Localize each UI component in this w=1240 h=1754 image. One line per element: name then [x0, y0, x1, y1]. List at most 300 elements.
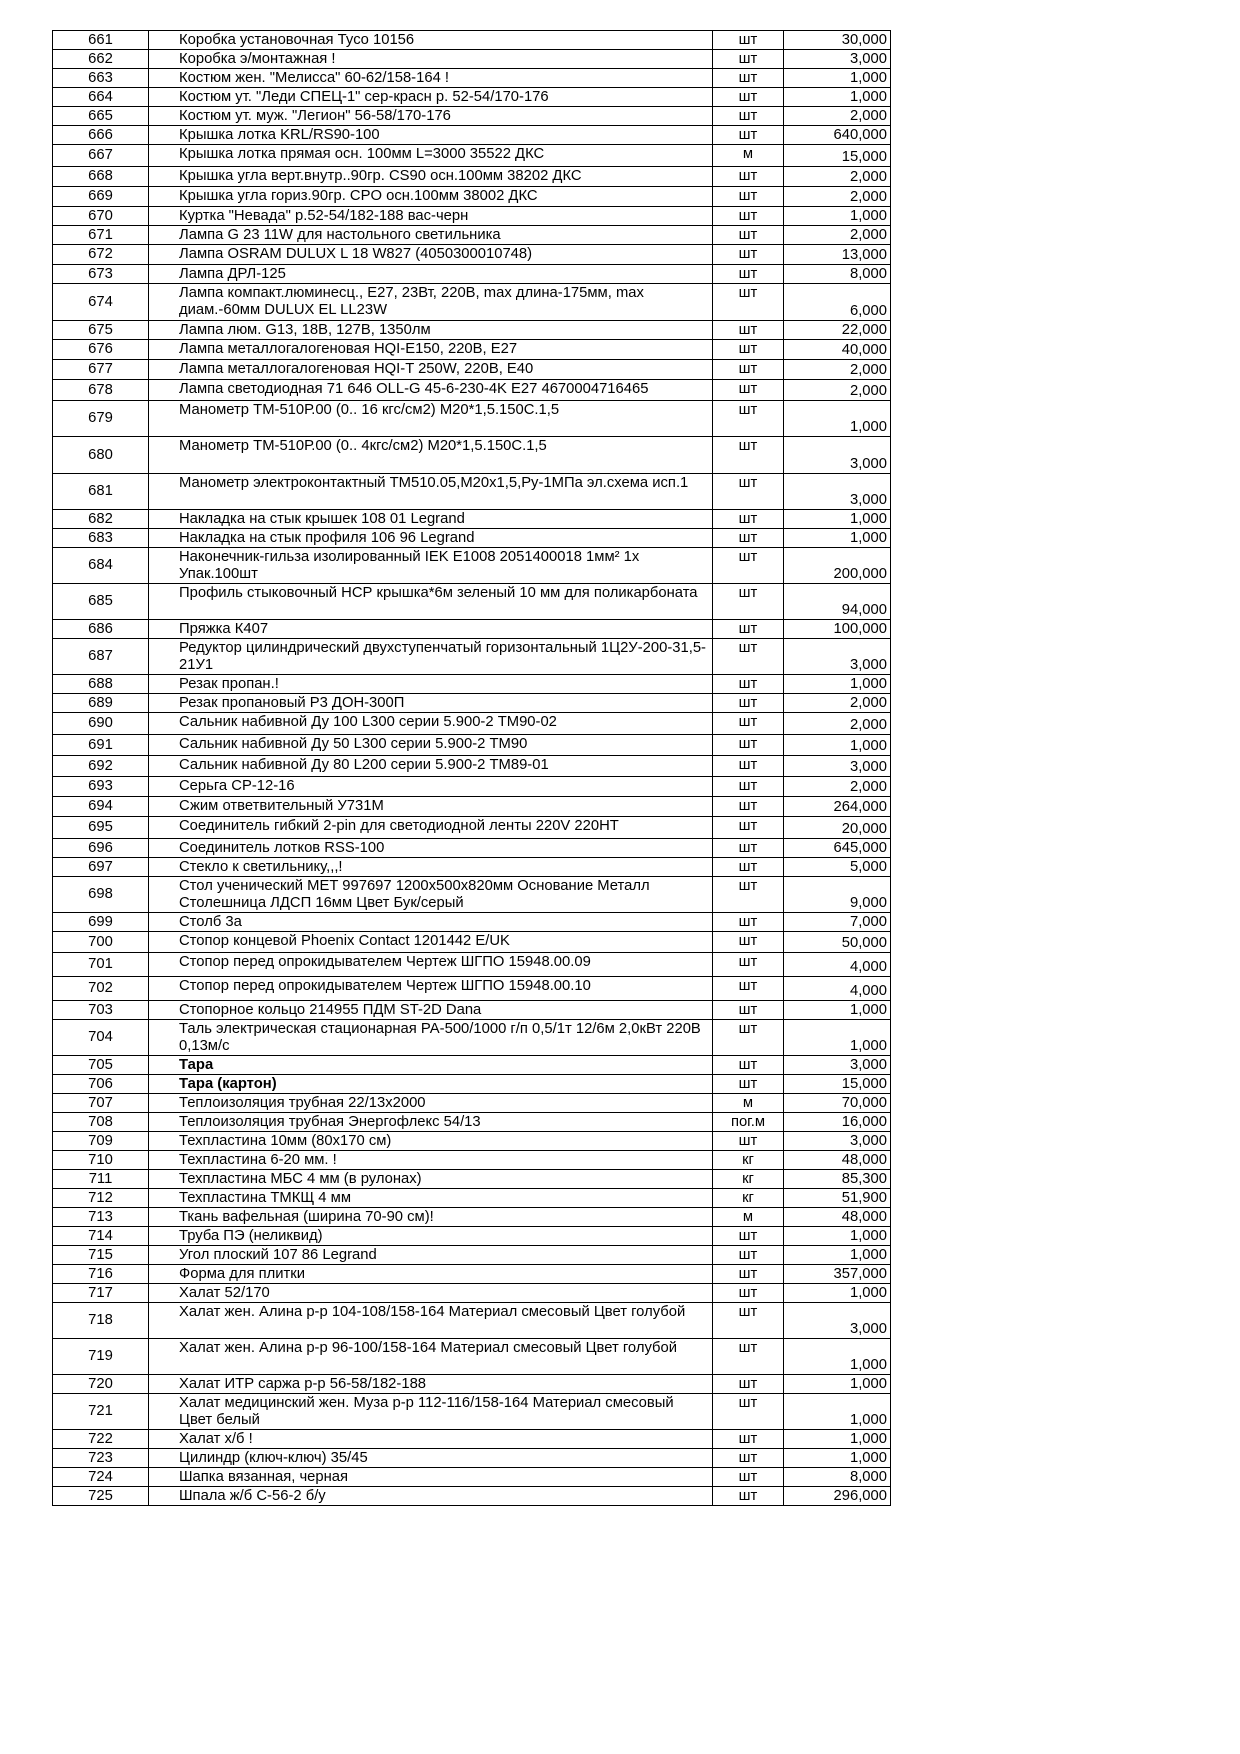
row-number: 677 — [53, 360, 149, 380]
item-name: Цилиндр (ключ-ключ) 35/45 — [149, 1449, 713, 1468]
table-row — [53, 639, 891, 675]
item-unit: пог.м — [713, 1113, 784, 1132]
row-number: 697 — [53, 858, 149, 877]
item-name: Костюм жен. "Мелисса" 60-62/158-164 ! — [149, 69, 713, 88]
item-quantity: 1,000 — [784, 1449, 891, 1468]
row-number: 720 — [53, 1375, 149, 1394]
item-unit: шт — [713, 1284, 784, 1303]
item-unit: шт — [713, 1265, 784, 1284]
row-number: 704 — [53, 1020, 149, 1056]
item-name: Лампа G 23 11W для настольного светильника — [149, 226, 713, 245]
table-row — [53, 1208, 891, 1227]
item-quantity: 4,000 — [784, 953, 891, 977]
item-quantity: 51,900 — [784, 1189, 891, 1208]
row-number: 671 — [53, 226, 149, 245]
item-name: Сжим ответвительный У731М — [149, 797, 713, 817]
item-name: Форма для плитки — [149, 1265, 713, 1284]
item-unit: шт — [713, 1020, 784, 1056]
row-number: 710 — [53, 1151, 149, 1170]
row-number: 718 — [53, 1303, 149, 1339]
item-name: Халат х/б ! — [149, 1430, 713, 1449]
item-unit: м — [713, 1208, 784, 1227]
item-name: Техпластина 10мм (80х170 см) — [149, 1132, 713, 1151]
item-quantity: 1,000 — [784, 1375, 891, 1394]
table-row — [53, 380, 891, 401]
item-name: Халат медицинский жен. Муза р-р 112-116/158-164 Материал смесовый Цвет белый — [149, 1394, 713, 1430]
row-number: 670 — [53, 207, 149, 226]
item-unit: шт — [713, 284, 784, 321]
item-name: Лампа OSRAM DULUX L 18 W827 (4050300010748) — [149, 245, 713, 265]
item-unit: шт — [713, 50, 784, 69]
item-unit: шт — [713, 226, 784, 245]
item-quantity: 1,000 — [784, 401, 891, 437]
row-number: 723 — [53, 1449, 149, 1468]
table-row — [53, 1075, 891, 1094]
row-number: 698 — [53, 877, 149, 913]
table-row — [53, 1094, 891, 1113]
row-number: 675 — [53, 321, 149, 340]
item-unit: шт — [713, 474, 784, 510]
table-row — [53, 88, 891, 107]
item-quantity: 1,000 — [784, 1430, 891, 1449]
row-number: 703 — [53, 1001, 149, 1020]
item-name: Накладка на стык профиля 106 96 Legrand — [149, 529, 713, 548]
item-name: Шапка вязанная, черная — [149, 1468, 713, 1487]
table-row — [53, 548, 891, 584]
row-number: 707 — [53, 1094, 149, 1113]
row-number: 673 — [53, 265, 149, 284]
row-number: 692 — [53, 756, 149, 777]
table-row — [53, 245, 891, 265]
item-quantity: 9,000 — [784, 877, 891, 913]
item-name: Соединитель лотков RSS-100 — [149, 839, 713, 858]
row-number: 715 — [53, 1246, 149, 1265]
table-row — [53, 932, 891, 953]
table-row — [53, 1430, 891, 1449]
item-unit: шт — [713, 839, 784, 858]
table-row — [53, 713, 891, 735]
item-unit: кг — [713, 1151, 784, 1170]
table-row — [53, 401, 891, 437]
table-row — [53, 529, 891, 548]
table-row — [53, 1487, 891, 1506]
item-quantity: 2,000 — [784, 360, 891, 380]
row-number: 664 — [53, 88, 149, 107]
item-unit: шт — [713, 977, 784, 1001]
row-number: 702 — [53, 977, 149, 1001]
row-number: 672 — [53, 245, 149, 265]
item-quantity: 645,000 — [784, 839, 891, 858]
item-unit: шт — [713, 1227, 784, 1246]
table-row — [53, 284, 891, 321]
item-unit: шт — [713, 360, 784, 380]
table-row — [53, 584, 891, 620]
item-name: Пряжка К407 — [149, 620, 713, 639]
item-unit: м — [713, 145, 784, 167]
item-name: Крышка угла гориз.90гр. CPO осн.100мм 38002 ДКС — [149, 187, 713, 207]
item-name: Труба ПЭ (неликвид) — [149, 1227, 713, 1246]
table-row — [53, 1151, 891, 1170]
item-name: Стопорное кольцо 214955 ПДМ ST-2D Dana — [149, 1001, 713, 1020]
table-row — [53, 913, 891, 932]
table-row — [53, 735, 891, 756]
table-row — [53, 1132, 891, 1151]
item-unit: шт — [713, 1056, 784, 1075]
row-number: 695 — [53, 817, 149, 839]
row-number: 686 — [53, 620, 149, 639]
item-unit: шт — [713, 437, 784, 474]
item-name: Соединитель гибкий 2-pin для светодиодной ленты 220V 220HT — [149, 817, 713, 839]
item-name: Манометр электроконтактный ТМ510.05,М20х1,5,Ру-1МПа эл.схема исп.1 — [149, 474, 713, 510]
table-row — [53, 145, 891, 167]
item-name: Костюм ут. муж. "Легион" 56-58/170-176 — [149, 107, 713, 126]
table-row — [53, 839, 891, 858]
item-name: Теплоизоляция трубная Энергофлекс 54/13 — [149, 1113, 713, 1132]
item-name: Наконечник-гильза изолированный IEK E1008 2051400018 1мм² 1х Упак.100шт — [149, 548, 713, 584]
table-row — [53, 1375, 891, 1394]
item-name: Костюм ут. "Леди СПЕЦ-1" сер-красн р. 52-54/170-176 — [149, 88, 713, 107]
table-row — [53, 756, 891, 777]
item-quantity: 20,000 — [784, 817, 891, 839]
item-quantity: 2,000 — [784, 187, 891, 207]
item-name: Серьга СР-12-16 — [149, 777, 713, 797]
item-name: Коробка установочная Tyco 10156 — [149, 31, 713, 50]
item-name: Халат 52/170 — [149, 1284, 713, 1303]
item-unit: шт — [713, 1375, 784, 1394]
row-number: 717 — [53, 1284, 149, 1303]
item-quantity: 1,000 — [784, 1394, 891, 1430]
row-number: 680 — [53, 437, 149, 474]
table-row — [53, 1468, 891, 1487]
item-unit: шт — [713, 877, 784, 913]
item-quantity: 2,000 — [784, 777, 891, 797]
item-unit: шт — [713, 126, 784, 145]
row-number: 722 — [53, 1430, 149, 1449]
table-row — [53, 777, 891, 797]
table-row — [53, 817, 891, 839]
table-row — [53, 474, 891, 510]
item-name: Стекло к светильнику,,,! — [149, 858, 713, 877]
item-quantity: 2,000 — [784, 107, 891, 126]
row-number: 712 — [53, 1189, 149, 1208]
item-unit: м — [713, 1094, 784, 1113]
table-row — [53, 1284, 891, 1303]
item-quantity: 2,000 — [784, 167, 891, 187]
item-unit: шт — [713, 340, 784, 360]
item-unit: шт — [713, 321, 784, 340]
row-number: 706 — [53, 1075, 149, 1094]
item-unit: шт — [713, 817, 784, 839]
table-row — [53, 1339, 891, 1375]
item-unit: кг — [713, 1189, 784, 1208]
item-name: Манометр ТМ-510Р.00 (0.. 16 кгс/см2) М20*1,5.150С.1,5 — [149, 401, 713, 437]
item-unit: шт — [713, 1339, 784, 1375]
item-unit: шт — [713, 265, 784, 284]
item-quantity: 1,000 — [784, 207, 891, 226]
row-number: 678 — [53, 380, 149, 401]
item-name: Крышка лотка прямая осн. 100мм L=3000 35522 ДКС — [149, 145, 713, 167]
item-quantity: 1,000 — [784, 88, 891, 107]
row-number: 699 — [53, 913, 149, 932]
table-row — [53, 1303, 891, 1339]
item-quantity: 1,000 — [784, 1227, 891, 1246]
item-unit: шт — [713, 1394, 784, 1430]
item-name: Лампа металлогалогеновая HQI-T 250W, 220В, E40 — [149, 360, 713, 380]
item-quantity: 6,000 — [784, 284, 891, 321]
row-number: 665 — [53, 107, 149, 126]
item-unit: кг — [713, 1170, 784, 1189]
table-row — [53, 1189, 891, 1208]
item-unit: шт — [713, 187, 784, 207]
row-number: 688 — [53, 675, 149, 694]
table-row — [53, 1246, 891, 1265]
item-unit: шт — [713, 548, 784, 584]
item-quantity: 48,000 — [784, 1151, 891, 1170]
row-number: 693 — [53, 777, 149, 797]
table-row — [53, 510, 891, 529]
table-row — [53, 1001, 891, 1020]
item-unit: шт — [713, 207, 784, 226]
item-quantity: 1,000 — [784, 510, 891, 529]
item-unit: шт — [713, 694, 784, 713]
row-number: 690 — [53, 713, 149, 735]
item-quantity: 15,000 — [784, 1075, 891, 1094]
table-row — [53, 1394, 891, 1430]
item-quantity: 2,000 — [784, 713, 891, 735]
item-quantity: 8,000 — [784, 265, 891, 284]
item-quantity: 1,000 — [784, 1339, 891, 1375]
item-unit: шт — [713, 401, 784, 437]
item-name: Крышка лотка KRL/RS90-100 — [149, 126, 713, 145]
row-number: 691 — [53, 735, 149, 756]
item-quantity: 8,000 — [784, 1468, 891, 1487]
item-unit: шт — [713, 953, 784, 977]
item-name: Халат ИТР саржа р-р 56-58/182-188 — [149, 1375, 713, 1394]
row-number: 696 — [53, 839, 149, 858]
item-quantity: 85,300 — [784, 1170, 891, 1189]
item-unit: шт — [713, 756, 784, 777]
inventory-table-body — [53, 31, 891, 1506]
table-row — [53, 126, 891, 145]
row-number: 708 — [53, 1113, 149, 1132]
table-row — [53, 69, 891, 88]
item-name: Лампа металлогалогеновая HQI-E150, 220В, E27 — [149, 340, 713, 360]
item-unit: шт — [713, 913, 784, 932]
item-name: Крышка угла верт.внутр..90гр. CS90 осн.100мм 38202 ДКС — [149, 167, 713, 187]
item-unit: шт — [713, 69, 784, 88]
item-unit: шт — [713, 1303, 784, 1339]
item-quantity: 3,000 — [784, 1132, 891, 1151]
item-unit: шт — [713, 1246, 784, 1265]
item-quantity: 1,000 — [784, 69, 891, 88]
item-unit: шт — [713, 245, 784, 265]
row-number: 666 — [53, 126, 149, 145]
item-unit: шт — [713, 167, 784, 187]
item-name: Тара — [149, 1056, 713, 1075]
row-number: 700 — [53, 932, 149, 953]
item-unit: шт — [713, 529, 784, 548]
item-quantity: 3,000 — [784, 437, 891, 474]
item-quantity: 40,000 — [784, 340, 891, 360]
table-row — [53, 953, 891, 977]
item-unit: шт — [713, 584, 784, 620]
table-row — [53, 1170, 891, 1189]
item-name: Угол плоский 107 86 Legrand — [149, 1246, 713, 1265]
item-name: Лампа люм. G13, 18В, 127В, 1350лм — [149, 321, 713, 340]
table-row — [53, 1227, 891, 1246]
item-name: Лампа компакт.люминесц., E27, 23Вт, 220В, max длина-175мм, max диам.-60мм DULUX EL LL23W — [149, 284, 713, 321]
row-number: 713 — [53, 1208, 149, 1227]
item-quantity: 100,000 — [784, 620, 891, 639]
row-number: 668 — [53, 167, 149, 187]
item-unit: шт — [713, 1487, 784, 1506]
item-quantity: 1,000 — [784, 735, 891, 756]
item-quantity: 1,000 — [784, 1284, 891, 1303]
item-quantity: 357,000 — [784, 1265, 891, 1284]
row-number: 711 — [53, 1170, 149, 1189]
item-name: Халат жен. Алина р-р 104-108/158-164 Материал смесовый Цвет голубой — [149, 1303, 713, 1339]
item-quantity: 22,000 — [784, 321, 891, 340]
item-name: Манометр ТМ-510Р.00 (0.. 4кгс/см2) М20*1,5.150С.1,5 — [149, 437, 713, 474]
item-quantity: 2,000 — [784, 380, 891, 401]
item-name: Теплоизоляция трубная 22/13х2000 — [149, 1094, 713, 1113]
item-quantity: 296,000 — [784, 1487, 891, 1506]
table-row — [53, 620, 891, 639]
table-row — [53, 226, 891, 245]
item-name: Сальник набивной Ду 100 L300 серии 5.900-2 ТМ90-02 — [149, 713, 713, 735]
item-name: Сальник набивной Ду 50 L300 серии 5.900-2 ТМ90 — [149, 735, 713, 756]
table-row — [53, 694, 891, 713]
item-quantity: 2,000 — [784, 226, 891, 245]
item-name: Тара (картон) — [149, 1075, 713, 1094]
item-quantity: 2,000 — [784, 694, 891, 713]
item-unit: шт — [713, 797, 784, 817]
item-quantity: 16,000 — [784, 1113, 891, 1132]
table-row — [53, 50, 891, 69]
table-row — [53, 858, 891, 877]
row-number: 719 — [53, 1339, 149, 1375]
item-name: Стопор перед опрокидывателем Чертеж ШГПО 15948.00.10 — [149, 977, 713, 1001]
table-row — [53, 675, 891, 694]
item-quantity: 3,000 — [784, 50, 891, 69]
item-name: Техпластина МБС 4 мм (в рулонах) — [149, 1170, 713, 1189]
row-number: 684 — [53, 548, 149, 584]
item-unit: шт — [713, 1449, 784, 1468]
table-row — [53, 31, 891, 50]
table-row — [53, 977, 891, 1001]
row-number: 687 — [53, 639, 149, 675]
row-number: 694 — [53, 797, 149, 817]
item-quantity: 1,000 — [784, 529, 891, 548]
item-quantity: 640,000 — [784, 126, 891, 145]
item-name: Стопор концевой Phoenix Contact 1201442 E/UK — [149, 932, 713, 953]
item-unit: шт — [713, 1132, 784, 1151]
table-row — [53, 1020, 891, 1056]
item-quantity: 3,000 — [784, 639, 891, 675]
table-row — [53, 1265, 891, 1284]
item-name: Резак пропан.! — [149, 675, 713, 694]
item-quantity: 5,000 — [784, 858, 891, 877]
row-number: 705 — [53, 1056, 149, 1075]
item-name: Техпластина 6-20 мм. ! — [149, 1151, 713, 1170]
item-quantity: 13,000 — [784, 245, 891, 265]
item-unit: шт — [713, 713, 784, 735]
item-name: Ткань вафельная (ширина 70-90 см)! — [149, 1208, 713, 1227]
item-quantity: 200,000 — [784, 548, 891, 584]
table-row — [53, 877, 891, 913]
item-name: Халат жен. Алина р-р 96-100/158-164 Материал смесовый Цвет голубой — [149, 1339, 713, 1375]
row-number: 674 — [53, 284, 149, 321]
item-unit: шт — [713, 107, 784, 126]
item-name: Лампа светодиодная 71 646 OLL-G 45-6-230-4K E27 4670004716465 — [149, 380, 713, 401]
item-name: Лампа ДРЛ-125 — [149, 265, 713, 284]
item-quantity: 3,000 — [784, 474, 891, 510]
item-quantity: 1,000 — [784, 1246, 891, 1265]
table-row — [53, 167, 891, 187]
row-number: 716 — [53, 1265, 149, 1284]
row-number: 689 — [53, 694, 149, 713]
table-row — [53, 360, 891, 380]
item-quantity: 50,000 — [784, 932, 891, 953]
row-number: 725 — [53, 1487, 149, 1506]
item-unit: шт — [713, 675, 784, 694]
table-row — [53, 321, 891, 340]
row-number: 714 — [53, 1227, 149, 1246]
item-unit: шт — [713, 858, 784, 877]
item-quantity: 94,000 — [784, 584, 891, 620]
item-unit: шт — [713, 510, 784, 529]
item-unit: шт — [713, 31, 784, 50]
item-quantity: 30,000 — [784, 31, 891, 50]
table-row — [53, 207, 891, 226]
item-quantity: 7,000 — [784, 913, 891, 932]
row-number: 724 — [53, 1468, 149, 1487]
item-name: Редуктор цилиндрический двухступенчатый горизонтальный 1Ц2У-200-31,5-21У1 — [149, 639, 713, 675]
item-quantity: 1,000 — [784, 1001, 891, 1020]
item-quantity: 264,000 — [784, 797, 891, 817]
table-row — [53, 437, 891, 474]
item-quantity: 4,000 — [784, 977, 891, 1001]
item-name: Техпластина ТМКЩ 4 мм — [149, 1189, 713, 1208]
row-number: 685 — [53, 584, 149, 620]
item-unit: шт — [713, 735, 784, 756]
item-quantity: 1,000 — [784, 1020, 891, 1056]
row-number: 676 — [53, 340, 149, 360]
table-row — [53, 1113, 891, 1132]
item-name: Коробка э/монтажная ! — [149, 50, 713, 69]
item-name: Накладка на стык крышек 108 01 Legrand — [149, 510, 713, 529]
table-row — [53, 187, 891, 207]
item-name: Профиль стыковочный НСР крышка*6м зеленый 10 мм для поликарбоната — [149, 584, 713, 620]
table-row — [53, 1449, 891, 1468]
row-number: 662 — [53, 50, 149, 69]
item-quantity: 48,000 — [784, 1208, 891, 1227]
row-number: 679 — [53, 401, 149, 437]
item-name: Сальник набивной Ду 80 L200 серии 5.900-2 ТМ89-01 — [149, 756, 713, 777]
item-name: Резак пропановый Р3 ДОН-300П — [149, 694, 713, 713]
item-unit: шт — [713, 1468, 784, 1487]
row-number: 721 — [53, 1394, 149, 1430]
row-number: 683 — [53, 529, 149, 548]
item-unit: шт — [713, 932, 784, 953]
item-unit: шт — [713, 88, 784, 107]
item-name: Таль электрическая стационарная РА-500/1000 г/п 0,5/1т 12/6м 2,0кВт 220В 0,13м/с — [149, 1020, 713, 1056]
row-number: 701 — [53, 953, 149, 977]
item-quantity: 70,000 — [784, 1094, 891, 1113]
item-unit: шт — [713, 639, 784, 675]
item-name: Стопор перед опрокидывателем Чертеж ШГПО 15948.00.09 — [149, 953, 713, 977]
item-unit: шт — [713, 777, 784, 797]
